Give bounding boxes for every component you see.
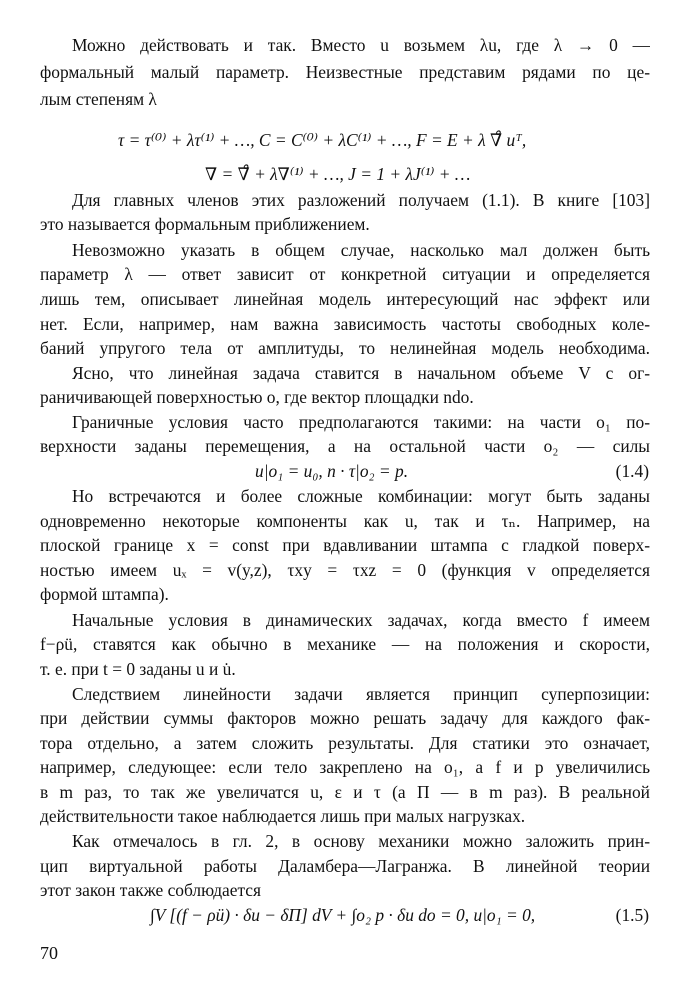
text-line: верхности заданы перемещения, а на остальной части o₂ — силы bbox=[40, 436, 650, 456]
text-line: лишь тем, описывает линейная модель интересующий нас эффект или bbox=[40, 289, 650, 309]
text-line: формой штампа). bbox=[40, 584, 169, 604]
text-line: т. е. при t = 0 заданы u и u̇. bbox=[40, 659, 236, 679]
text-line: при действии суммы факторов можно решать задачу для каждого фак- bbox=[40, 708, 650, 728]
text-line: в m раз, то так же увеличатся u, ε и τ (а Π — в m раз). В реальной bbox=[40, 782, 650, 802]
text-line: Как отмечалось в гл. 2, в основу механики можно заложить прин- bbox=[72, 831, 650, 851]
equation-1-5: ∫V [(f − ρü) · δu − δΠ] dV + ∫o₂ p · δu do = 0, u|o₁ = 0, bbox=[150, 905, 536, 925]
text-line: Начальные условия в динамических задачах, когда вместо f имеем bbox=[72, 610, 650, 630]
text-line: одновременно некоторые компоненты как u, так и τₙ. Например, на bbox=[40, 511, 650, 531]
text-line: действительности такое наблюдается лишь при малых нагрузках. bbox=[40, 806, 526, 826]
text-line: этот закон также соблюдается bbox=[40, 880, 262, 900]
text-line: нет. Если, например, нам важна зависимость частоты свободных коле- bbox=[40, 314, 650, 334]
text-line: лым степеням λ bbox=[40, 89, 157, 109]
text-line: это называется формальным приближением. bbox=[40, 214, 370, 234]
text-line: f−ρü, ставятся как обычно в механике — на положения и скорости, bbox=[40, 634, 650, 654]
text-line: Невозможно указать в общем случае, насколько мал должен быть bbox=[72, 240, 650, 260]
text-line: цип виртуальной работы Даламбера—Лагранжа. В линейной теории bbox=[40, 856, 650, 876]
text-line: Граничные условия часто предполагаются такими: на части o₁ по- bbox=[72, 412, 650, 432]
text-line: параметр λ — ответ зависит от конкретной ситуации и определяется bbox=[40, 264, 650, 284]
text-line: Можно действовать и так. Вместо u возьмем λu, где λ → 0 — bbox=[72, 35, 650, 55]
text-line: раничивающей поверхностью o, где вектор площадки ndo. bbox=[40, 387, 474, 407]
text-line: баний упругого тела от амплитуды, то нелинейная модель необходима. bbox=[40, 338, 650, 358]
text-line: Ясно, что линейная задача ставится в начальном объеме V с ог- bbox=[72, 363, 650, 383]
equation-series-1: τ = τ⁽⁰⁾ + λτ⁽¹⁾ + …, C = C⁽⁰⁾ + λC⁽¹⁾ + …, F = E + λ ∇̊ uᵀ, bbox=[118, 130, 527, 150]
equation-number-1-4: (1.4) bbox=[615, 461, 649, 481]
text-line: Но встречаются и более сложные комбинации: могут быть заданы bbox=[72, 486, 650, 506]
text-line: плоской границе x = const при вдавливании штампа с гладкой поверх- bbox=[40, 535, 650, 555]
equation-number-1-5: (1.5) bbox=[615, 905, 649, 925]
text-line: например, следующее: если тело закреплено на o₁, а f и p увеличились bbox=[40, 757, 650, 777]
text-line: тора отдельно, а затем сложить результаты. Для статики это означает, bbox=[40, 733, 650, 753]
equation-series-2: ∇ = ∇̊ + λ∇⁽¹⁾ + …, J = 1 + λJ⁽¹⁾ + … bbox=[205, 164, 471, 184]
text-line: формальный малый параметр. Неизвестные представим рядами по це- bbox=[40, 62, 650, 82]
text-line: ностью имеем uₓ = v(y,z), τxy = τxz = 0 (функция v определяется bbox=[40, 560, 650, 580]
text-line: Для главных членов этих разложений получаем (1.1). В книге [103] bbox=[72, 190, 650, 210]
equation-1-4: u|o₁ = u₀, n · τ|o₂ = p. bbox=[255, 461, 409, 481]
text-line: Следствием линейности задачи является принцип суперпозиции: bbox=[72, 684, 650, 704]
page-number: 70 bbox=[40, 943, 58, 963]
